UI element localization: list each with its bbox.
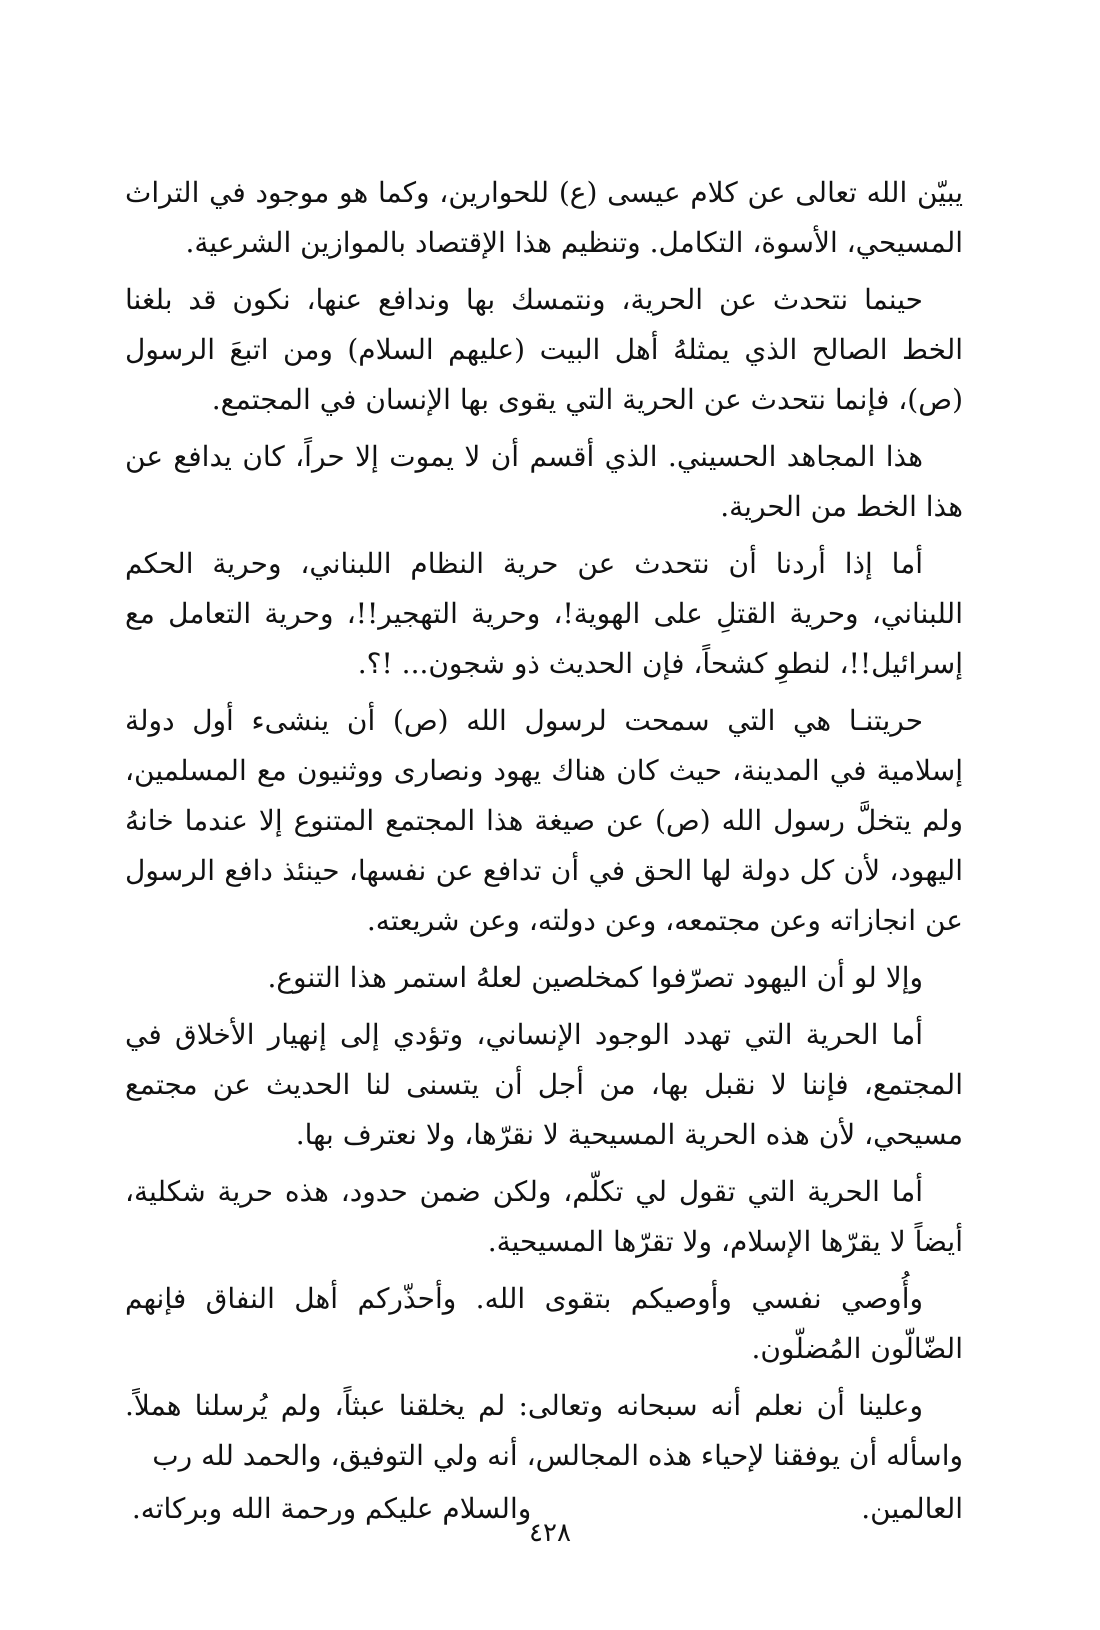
paragraph-8: أما الحرية التي تقول لي تكلّم، ولكن ضمن حدود، هذه حرية شكلية، أيضاً لا يقرّها الإسلام، ولا تقرّها المسيحية.: [125, 1175, 963, 1258]
paragraph-9: وأُوصي نفسي وأوصيكم بتقوى الله. وأحذّركم أهل النفاق فإنهم الضّالّون المُضلّون.: [125, 1282, 963, 1365]
closing-word-alamin: العالمين.: [861, 1492, 963, 1525]
paragraph-4: أما إذا أردنا أن نتحدث عن حرية النظام اللبناني، وحرية الحكم اللبناني، وحرية القتلِ على الهوية!، وحرية التهجير!!، وحرية التعامل مع إسرائيل!!، لنطوِ كشحاً، فإن الحديث ذو شجون... !؟.: [125, 547, 963, 680]
closing-salutation: والسلام عليكم ورحمة الله وبركاته.: [131, 1492, 532, 1525]
page-number: ٤٢٨: [529, 1518, 571, 1548]
paragraph-3: هذا المجاهد الحسيني. الذي أقسم أن لا يموت إلا حراً، كان يدافع عن هذا الخط من الحرية.: [125, 440, 963, 523]
paragraph-1: يبيّن الله تعالى عن كلام عيسى (ع) للحوارين، وكما هو موجود في التراث المسيحي، الأسوة، التكامل. وتنظيم هذا الإقتصاد بالموازين الشرعية.: [125, 176, 963, 259]
paragraph-5: حريتنـا هي التي سمحت لرسول الله (ص) أن ينشىء أول دولة إسلامية في المدينة، حيث كان هناك يهود ونصارى ووثنيون مع المسلمين، ولم يتخلَّ رسول الله (ص) عن صيغة هذا المجتمع المتنوع إلا عندما خانهُ اليهود، لأن كل دولة لها الحق في أن تدافع عن نفسها، حينئذ دافع الرسول عن انجازاته وعن مجتمعه، وعن دولته، وعن شريعته.: [125, 704, 963, 937]
paragraph-10: وعلينا أن نعلم أنه سبحانه وتعالى: لم يخلقنا عبثاً، ولم يُرسلنا هملاً. واسأله أن يوفقنا لإحياء هذه المجالس، أنه ولي التوفيق، والحمد لله رب: [125, 1389, 963, 1472]
paragraph-6: وإلا لو أن اليهود تصرّفوا كمخلصين لعلهُ استمر هذا التنوع.: [267, 961, 923, 994]
body-text: [125, 168, 963, 1534]
paragraph-7: أما الحرية التي تهدد الوجود الإنساني، وتؤدي إلى إنهيار الأخلاق في المجتمع، فإننا لا نقبل بها، من أجل أن يتسنى لنا الحديث عن مجتمع مسيحي، لأن هذه الحرية المسيحية لا نقرّها، ولا نعترف بها.: [125, 1018, 963, 1151]
paragraph-2: حينما نتحدث عن الحرية، ونتمسك بها وندافع عنها، نكون قد بلغنا الخط الصالح الذي يمثلهُ أهل البيت (عليهم السلام) ومن اتبعَ الرسول (ص)، فإنما نتحدث عن الحرية التي يقوى بها الإنسان في المجتمع.: [125, 283, 963, 416]
